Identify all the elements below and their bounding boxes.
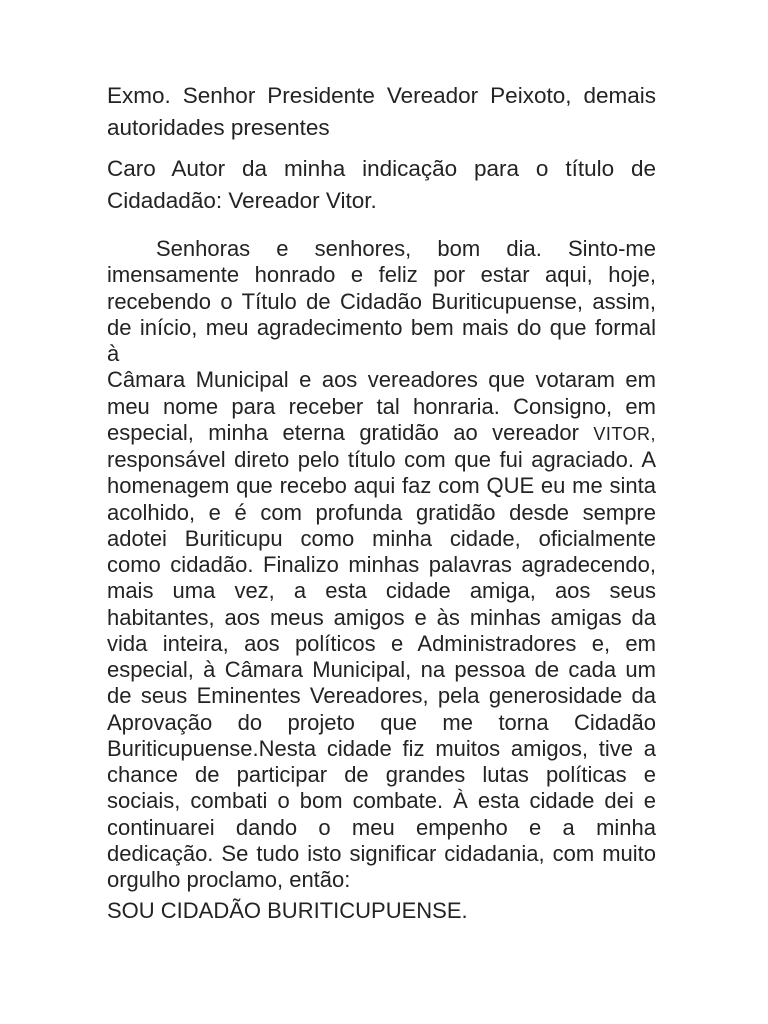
paragraph-salutation: [107, 80, 656, 144]
text-line: responsável direto pelo título com que fui agraciado. A: [107, 447, 656, 472]
paragraph-addressee: [107, 153, 656, 217]
text-line: de início, meu agradecimento bem mais do que formal à: [107, 314, 656, 366]
text-line: chance de participar de grandes lutas políticas e: [107, 762, 656, 787]
text-line: Senhoras e senhores, bom dia. Sinto-me: [156, 236, 656, 261]
text-line: SOU CIDADÃO BURITICUPUENSE.: [107, 898, 468, 924]
text-line: Cidadadão: Vereador Vitor.: [107, 188, 377, 213]
text-line: especial, à Câmara Municipal, na pessoa de cada um: [107, 657, 656, 682]
text-line: continuarei dando o meu empenho e a minha: [107, 814, 656, 840]
text-line: mais uma vez, a esta cidade amiga, aos seus: [107, 578, 656, 604]
text-line: Buriticupuense.Nesta cidade fiz muitos amigos, tive a: [107, 735, 656, 761]
text-line: [107, 420, 656, 447]
text-line: de seus Eminentes Vereadores, pela generosidade da: [107, 683, 656, 709]
text-line: como cidadão. Finalizo minhas palavras agradecendo,: [107, 552, 656, 577]
text-line: Câmara Municipal e aos vereadores que votaram em: [107, 367, 656, 393]
text-line: Caro Autor da minha indicação para o título de: [107, 156, 656, 181]
paragraph-proclamation: [107, 897, 656, 924]
smallcaps-name-run: VITOR,: [593, 423, 656, 444]
text-line: meu nome para receber tal honraria. Consigno, em: [107, 393, 656, 419]
text-line: imensamente honrado e feliz por estar aqui, hoje,: [107, 262, 656, 288]
text-line: Aprovação do projeto que me torna Cidadão: [107, 709, 656, 735]
text-line: recebendo o Título de Cidadão Buriticupuense, assim,: [107, 288, 656, 314]
text-line: adotei Buriticupu como minha cidade, oficialmente: [107, 525, 656, 551]
text-line: Exmo. Senhor Presidente Vereador Peixoto, demais: [107, 83, 656, 108]
text-line: sociais, combati o bom combate. À esta cidade dei e: [107, 788, 656, 814]
text-line: habitantes, aos meus amigos e às minhas amigas da: [107, 604, 656, 630]
text-line: vida inteira, aos políticos e Administradores e, em: [107, 630, 656, 656]
text-line: dedicação. Se tudo isto significar cidadania, com muito: [107, 840, 656, 866]
paragraph-speech-body: [107, 236, 656, 893]
text-run: especial, minha eterna gratidão ao vereador: [107, 419, 594, 445]
text-line: acolhido, e é com profunda gratidão desde sempre: [107, 499, 656, 525]
speech-document: [107, 80, 656, 924]
text-line: autoridades presentes: [107, 115, 330, 140]
text-line: homenagem que recebo aqui faz com QUE eu me sinta: [107, 473, 656, 499]
text-line: orgulho proclamo, então:: [107, 867, 351, 892]
